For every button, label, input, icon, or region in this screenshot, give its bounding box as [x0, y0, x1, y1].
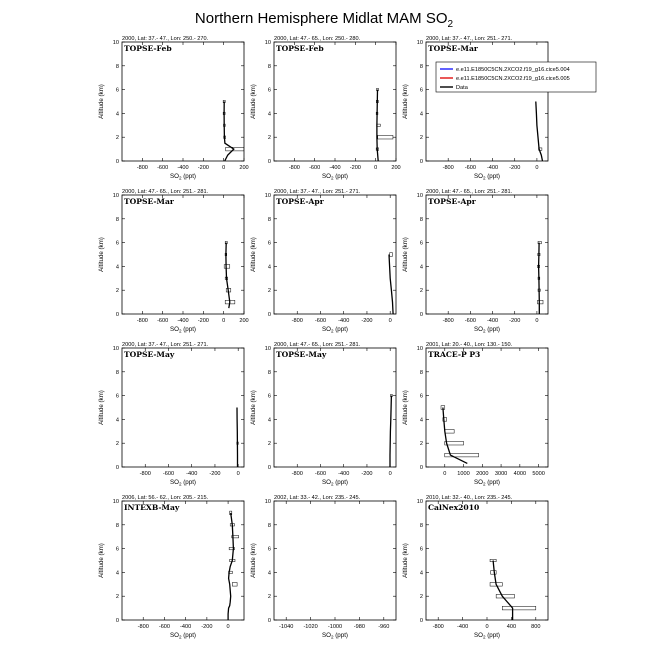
y-tick-label: 0: [267, 312, 271, 318]
y-tick-label: 6: [115, 393, 119, 400]
x-tick-label: -400: [486, 165, 499, 171]
y-tick-label: 6: [115, 240, 119, 247]
y-tick-label: 4: [419, 264, 423, 271]
y-tick-label: 8: [267, 63, 271, 70]
x-tick-label: -800: [137, 624, 149, 630]
y-tick-label: 0: [267, 618, 271, 624]
x-tick-label: 400: [506, 624, 517, 630]
data-profile-line: [224, 102, 234, 162]
panel-header: 2000, Lat: 37.- 47., Lon: 251.- 271.: [122, 342, 209, 348]
variability-box: [378, 135, 393, 139]
x-tick-label: -200: [197, 165, 209, 171]
y-tick-label: 0: [115, 465, 119, 471]
plot-frame: [122, 501, 244, 620]
legend-label: e.e11.E1850C5CN.2XCO2.f19_g16.cice5.004: [456, 67, 570, 73]
x-tick-label: 0: [535, 165, 539, 171]
x-tick-label: -400: [338, 471, 350, 477]
x-tick-label: 3000: [494, 471, 508, 477]
data-profile-line: [443, 408, 467, 464]
x-tick-label: -600: [157, 318, 169, 324]
x-tick-label: -600: [162, 471, 175, 477]
campaign-label: TRACE-P P3: [428, 350, 481, 359]
plot-marks: [490, 559, 536, 620]
x-tick-label: -600: [309, 165, 321, 171]
y-tick-label: 2: [419, 288, 423, 295]
x-tick-label: 0: [236, 471, 240, 477]
x-tick-label: 800: [531, 624, 541, 630]
variability-box: [496, 594, 514, 598]
panel-header: 2000, Lat: 37.- 47., Lon: 251.- 271.: [274, 189, 361, 195]
x-tick-label: -800: [136, 318, 148, 324]
y-axis-label: Altitude (km): [98, 543, 105, 578]
y-axis-label: Altitude (km): [402, 390, 409, 425]
x-tick-label: -1000: [327, 624, 343, 630]
y-tick-label: 6: [419, 87, 423, 94]
data-profile-line: [493, 561, 512, 621]
y-tick-label: 10: [416, 499, 423, 505]
y-axis-label: Altitude (km): [98, 390, 105, 425]
x-tick-label: -960: [378, 624, 390, 630]
y-tick-label: 0: [419, 312, 423, 318]
x-tick-label: -200: [349, 165, 361, 171]
campaign-label: TOPSE-Apr: [428, 197, 476, 206]
x-tick-label: -600: [157, 165, 169, 171]
x-tick-label: -1040: [279, 624, 294, 630]
x-tick-label: -200: [197, 318, 209, 324]
data-profile-line: [228, 513, 233, 620]
x-tick-label: -800: [139, 471, 151, 477]
x-tick-label: 0: [222, 165, 226, 171]
y-tick-label: 2: [419, 135, 423, 142]
x-axis-label: $SO_2$ (ppt): [474, 326, 500, 334]
variability-box: [224, 265, 230, 269]
x-tick-label: 200: [239, 318, 249, 324]
plot-marks: [228, 511, 239, 620]
campaign-label: TOPSE-Mar: [124, 197, 174, 206]
y-tick-label: 6: [419, 240, 423, 247]
y-tick-label: 8: [115, 216, 119, 223]
profile-panel-12: [402, 495, 548, 640]
plot-marks: [223, 100, 244, 161]
plot-marks: [536, 102, 543, 162]
plot-frame: [122, 348, 244, 467]
x-tick-label: -600: [314, 318, 327, 324]
y-tick-label: 8: [419, 369, 423, 376]
x-tick-label: -800: [291, 471, 303, 477]
y-tick-label: 4: [115, 264, 119, 271]
y-tick-label: 8: [419, 522, 423, 529]
y-tick-label: 8: [267, 216, 271, 223]
x-tick-label: -200: [509, 318, 521, 324]
profile-panel-9: [402, 342, 548, 487]
x-tick-label: -400: [486, 318, 499, 324]
x-tick-label: 2000: [476, 471, 489, 477]
plot-marks: [390, 394, 392, 467]
data-profile-line: [237, 408, 238, 468]
y-tick-label: 6: [419, 393, 423, 400]
x-tick-label: -400: [177, 318, 189, 324]
y-tick-label: 10: [264, 499, 271, 505]
profile-panel-4: [98, 189, 249, 334]
profile-panel-10: [98, 495, 244, 640]
campaign-label: TOPSE-May: [276, 350, 327, 359]
panel-header: 2000, Lat: 47.- 65., Lon: 251.- 281.: [426, 189, 513, 195]
y-tick-label: 2: [419, 441, 423, 448]
data-profile-line: [536, 102, 543, 162]
y-tick-label: 2: [115, 135, 119, 142]
plot-marks: [389, 253, 393, 314]
x-axis-label: $SO_2$ (ppt): [170, 326, 196, 334]
variability-box: [232, 583, 237, 587]
y-tick-label: 4: [115, 570, 119, 577]
y-tick-label: 2: [267, 135, 271, 142]
y-tick-label: 0: [419, 159, 423, 165]
panel-header: 2002, Lat: 33.- 42., Lon: 235.- 245.: [274, 495, 361, 501]
y-tick-label: 4: [419, 111, 423, 118]
x-tick-label: 0: [388, 318, 392, 324]
y-axis-label: Altitude (km): [250, 543, 257, 578]
variability-box: [445, 430, 454, 434]
x-tick-label: -200: [361, 471, 373, 477]
y-tick-label: 0: [267, 159, 271, 165]
y-tick-label: 6: [419, 546, 423, 553]
data-profile-line: [389, 255, 393, 315]
y-tick-label: 10: [112, 499, 119, 505]
x-tick-label: -400: [338, 318, 350, 324]
y-tick-label: 4: [267, 264, 271, 271]
profile-panel-5: [250, 189, 396, 334]
y-axis-label: Altitude (km): [402, 84, 409, 119]
plot-marks: [376, 88, 393, 161]
plot-frame: [274, 501, 396, 620]
campaign-label: TOPSE-Mar: [428, 44, 478, 53]
y-tick-label: 4: [267, 111, 271, 118]
y-tick-label: 6: [267, 393, 271, 400]
x-tick-label: 0: [443, 471, 447, 477]
x-tick-label: -400: [180, 624, 192, 630]
plot-marks: [224, 241, 235, 308]
y-tick-label: 0: [115, 312, 119, 318]
y-axis-label: Altitude (km): [250, 390, 257, 425]
y-tick-label: 2: [115, 288, 119, 295]
plot-frame: [426, 501, 548, 620]
y-tick-label: 2: [267, 441, 271, 448]
y-tick-label: 8: [115, 63, 119, 70]
x-tick-label: 0: [388, 471, 392, 477]
y-tick-label: 4: [115, 111, 119, 118]
y-tick-label: 4: [267, 570, 271, 577]
y-tick-label: 8: [419, 216, 423, 223]
campaign-label: TOPSE-Apr: [276, 197, 324, 206]
x-tick-label: -800: [136, 165, 148, 171]
x-axis-label: $SO_2$ (ppt): [322, 632, 348, 640]
y-tick-label: 0: [419, 465, 423, 471]
x-tick-label: -980: [353, 624, 366, 630]
x-tick-label: 200: [391, 165, 401, 171]
y-tick-label: 0: [267, 465, 271, 471]
y-tick-label: 10: [112, 40, 119, 46]
x-tick-label: 0: [222, 318, 226, 324]
campaign-label: INTEXB-May: [124, 503, 180, 512]
y-tick-label: 10: [264, 40, 271, 46]
x-axis-label: $SO_2$ (ppt): [170, 479, 196, 487]
y-axis-label: Altitude (km): [250, 237, 257, 272]
plot-frame: [426, 348, 548, 467]
x-tick-label: 4000: [513, 471, 527, 477]
x-axis-label: $SO_2$ (ppt): [474, 173, 500, 181]
y-tick-label: 8: [267, 369, 271, 376]
plot-frame: [274, 195, 396, 314]
y-tick-label: 10: [112, 193, 119, 199]
y-tick-label: 2: [419, 594, 423, 601]
plot-frame: [426, 195, 548, 314]
profile-panel-8: [250, 342, 396, 487]
campaign-label: TOPSE-May: [124, 350, 175, 359]
y-tick-label: 8: [419, 63, 423, 70]
y-tick-label: 0: [419, 618, 423, 624]
x-tick-label: -400: [329, 165, 341, 171]
y-tick-label: 4: [115, 417, 119, 424]
panel-header: 2000, Lat: 37.- 47., Lon: 250.- 270.: [122, 36, 209, 42]
x-tick-label: 0: [485, 624, 489, 630]
panel-header: 2010, Lat: 32.- 40., Lon: 235.- 245.: [426, 495, 513, 501]
data-profile-line: [390, 396, 391, 467]
variability-box: [491, 571, 496, 575]
panel-header: 2001, Lat: 20.- 40., Lon: 130.- 150.: [426, 342, 513, 348]
x-tick-label: -800: [288, 165, 300, 171]
x-tick-label: 200: [239, 165, 249, 171]
x-tick-label: -200: [209, 471, 221, 477]
x-tick-label: 0: [226, 624, 230, 630]
x-tick-label: -800: [442, 318, 454, 324]
x-tick-label: -400: [186, 471, 198, 477]
plot-marks: [237, 408, 239, 468]
y-tick-label: 2: [267, 594, 271, 601]
x-tick-label: -200: [361, 318, 373, 324]
x-tick-label: -600: [464, 318, 476, 324]
x-tick-label: -200: [201, 624, 213, 630]
panel-header: 2000, Lat: 47.- 65., Lon: 250.- 280.: [274, 36, 361, 42]
y-tick-label: 4: [419, 570, 423, 577]
y-tick-label: 4: [419, 417, 423, 424]
legend: [436, 62, 596, 92]
x-axis-label: $SO_2$ (ppt): [474, 632, 500, 640]
y-tick-label: 8: [115, 369, 119, 376]
campaign-label: CalNex2010: [428, 503, 480, 512]
profile-panel-6: [402, 189, 548, 334]
y-tick-label: 10: [264, 346, 271, 352]
profile-panel-2: [250, 36, 401, 181]
y-tick-label: 6: [115, 546, 119, 553]
x-tick-label: -400: [177, 165, 189, 171]
x-tick-label: -600: [158, 624, 171, 630]
panel-header: 2000, Lat: 47.- 65., Lon: 251.- 281.: [122, 189, 209, 195]
x-axis-label: $SO_2$ (ppt): [322, 173, 348, 181]
y-tick-label: 6: [267, 87, 271, 94]
y-axis-label: Altitude (km): [402, 237, 409, 272]
plot-marks: [441, 406, 479, 464]
x-tick-label: 0: [535, 318, 539, 324]
variability-box: [502, 606, 536, 610]
x-tick-label: 5000: [532, 471, 545, 477]
campaign-label: TOPSE-Feb: [276, 44, 324, 53]
legend-label: e.e11.E1850C5CN.2XCO2.f19_g16.cice5.005: [456, 76, 570, 82]
panel-grid: [98, 36, 596, 640]
x-axis-label: $SO_2$ (ppt): [322, 326, 348, 334]
y-tick-label: 2: [115, 441, 119, 448]
y-axis-label: Altitude (km): [98, 84, 105, 119]
variability-box: [537, 300, 543, 304]
panel-header: 2000, Lat: 37.- 47., Lon: 251.- 271.: [426, 36, 513, 42]
x-tick-label: -600: [464, 165, 476, 171]
x-tick-label: -1020: [303, 624, 318, 630]
x-tick-label: -600: [314, 471, 327, 477]
plot-frame: [274, 348, 396, 467]
data-profile-line: [226, 243, 230, 309]
x-tick-label: -800: [291, 318, 303, 324]
y-tick-label: 10: [416, 346, 423, 352]
variability-box: [390, 253, 393, 257]
legend-label: Data: [456, 85, 468, 91]
x-tick-label: -200: [509, 165, 521, 171]
plot-marks: [537, 241, 543, 314]
y-tick-label: 2: [115, 594, 119, 601]
profile-panel-3: [402, 36, 548, 181]
figure-title: Northern Hemisphere Midlat MAM $SO_2$: [194, 10, 454, 30]
plot-frame: [426, 42, 548, 161]
y-axis-label: Altitude (km): [250, 84, 257, 119]
x-tick-label: 0: [374, 165, 378, 171]
x-tick-label: 1000: [457, 471, 470, 477]
y-tick-label: 2: [267, 288, 271, 295]
y-tick-label: 6: [115, 87, 119, 94]
y-tick-label: 8: [115, 522, 119, 529]
campaign-label: TOPSE-Feb: [124, 44, 172, 53]
x-tick-label: -400: [456, 624, 469, 630]
y-tick-label: 6: [267, 546, 271, 553]
y-tick-label: 10: [416, 193, 423, 199]
y-axis-label: Altitude (km): [98, 237, 105, 272]
x-axis-label: $SO_2$ (ppt): [170, 632, 196, 640]
y-tick-label: 0: [115, 159, 119, 165]
panel-header: 2006, Lat: 56.- 62., Lon: 205.- 215.: [122, 495, 209, 501]
profile-panel-7: [98, 342, 244, 487]
y-axis-label: Altitude (km): [402, 543, 409, 578]
y-tick-label: 10: [416, 40, 423, 46]
x-axis-label: $SO_2$ (ppt): [474, 479, 500, 487]
profile-panel-11: [250, 495, 396, 640]
panel-header: 2000, Lat: 47.- 65., Lon: 251.- 281.: [274, 342, 361, 348]
y-tick-label: 10: [112, 346, 119, 352]
data-profile-line: [539, 243, 540, 314]
x-axis-label: $SO_2$ (ppt): [322, 479, 348, 487]
y-tick-label: 8: [267, 522, 271, 529]
y-tick-label: 6: [267, 240, 271, 247]
y-tick-label: 10: [264, 193, 271, 199]
x-tick-label: -800: [432, 624, 444, 630]
y-tick-label: 0: [115, 618, 119, 624]
x-axis-label: $SO_2$ (ppt): [170, 173, 196, 181]
profile-panel-1: [98, 36, 249, 181]
x-tick-label: -800: [442, 165, 454, 171]
variability-box: [226, 147, 244, 151]
y-tick-label: 4: [267, 417, 271, 424]
